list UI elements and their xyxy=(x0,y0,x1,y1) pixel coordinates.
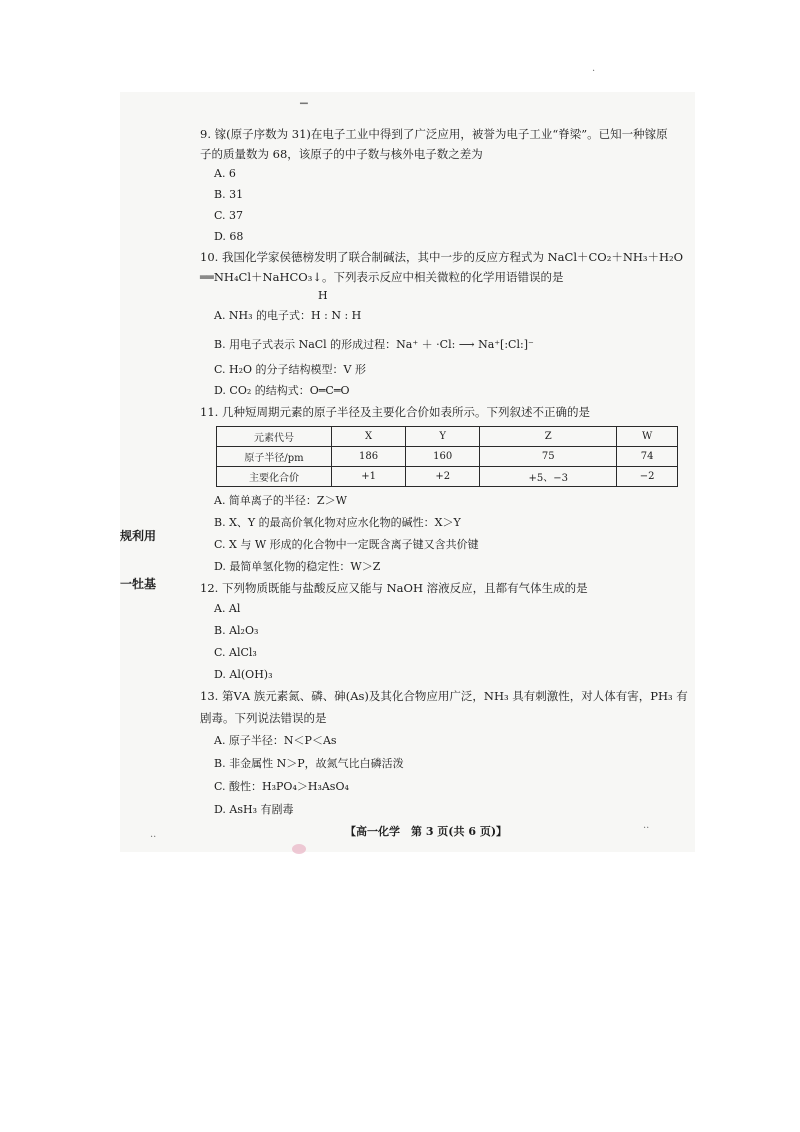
q13-option-a: A. 原子半径：N＜P＜As xyxy=(214,734,337,747)
scan-mark: ▔ xyxy=(300,104,308,115)
q12-option-d: D. Al(OH)₃ xyxy=(214,668,273,681)
ink-stain xyxy=(292,844,306,854)
q10-option-a: A. NH₃ 的电子式：H : N : H xyxy=(214,309,362,322)
q9-option-d: D. 68 xyxy=(214,230,244,243)
table-row xyxy=(217,447,678,467)
q11-stem: 11. 几种短周期元素的原子半径及主要化合价如表所示。下列叙述不正确的是 xyxy=(200,405,590,419)
side-fragment-2: 一牡基 xyxy=(120,577,157,591)
q9-stem-line1: 9. 镓(原子序数为 31)在电子工业中得到了广泛应用，被誉为电子工业“脊梁”。已知一种镓原 xyxy=(200,127,668,141)
side-fragment-1: 规利用 xyxy=(120,529,157,543)
q12-option-c: C. AlCl₃ xyxy=(214,646,257,659)
q13-stem-line2: 剧毒。下列说法错误的是 xyxy=(200,711,327,725)
q10-option-d: D. CO₂ 的结构式：O═C═O xyxy=(214,384,350,397)
table-cell: X xyxy=(332,427,406,447)
q13-option-c: C. 酸性：H₃PO₄＞H₃AsO₄ xyxy=(214,780,349,793)
q10-option-c: C. H₂O 的分子结构模型：V 形 xyxy=(214,363,366,376)
q9-option-c: C. 37 xyxy=(214,209,244,222)
table-cell: +2 xyxy=(406,467,480,487)
table-cell: −2 xyxy=(617,467,678,487)
q10-stem-line1: 10. 我国化学家侯德榜发明了联合制碱法，其中一步的反应方程式为 NaCl＋CO₂＋NH₃＋H₂O xyxy=(200,250,684,264)
table-cell: W xyxy=(617,427,678,447)
table-row xyxy=(217,467,678,487)
scan-mark: · xyxy=(592,66,596,77)
q10-stem-line2: ══NH₄Cl＋NaHCO₃↓。下列表示反应中相关微粒的化学用语错误的是 xyxy=(200,270,564,284)
q11-option-a: A. 简单离子的半径：Z＞W xyxy=(214,494,347,507)
table-cell: 75 xyxy=(480,447,617,467)
q11-option-d: D. 最简单氢化物的稳定性：W＞Z xyxy=(214,560,381,573)
q13-option-b: B. 非金属性 N＞P，故氮气比白磷活泼 xyxy=(214,757,404,770)
q13-stem-line1: 13. 第ⅤA 族元素氮、磷、砷(As)及其化合物应用广泛，NH₃ 具有刺激性，对人体有害，PH₃ 有 xyxy=(200,689,688,703)
q10-option-b: B. 用电子式表示 NaCl 的形成过程：Na⁺ ＋ ·Cl: ⟶ Na⁺[:Cl:]⁻ xyxy=(214,338,534,351)
table-cell: +1 xyxy=(332,467,406,487)
element-data-table xyxy=(216,426,678,487)
q9-stem-line2: 子的质量数为 68，该原子的中子数与核外电子数之差为 xyxy=(200,147,483,161)
table-cell: Z xyxy=(480,427,617,447)
table-cell: 原子半径/pm xyxy=(217,447,332,467)
scan-mark: ·· xyxy=(150,832,157,843)
q12-stem: 12. 下列物质既能与盐酸反应又能与 NaOH 溶液反应，且都有气体生成的是 xyxy=(200,581,588,595)
q11-option-b: B. X、Y 的最高价氧化物对应水化物的碱性：X＞Y xyxy=(214,516,461,529)
q12-option-b: B. Al₂O₃ xyxy=(214,624,259,637)
table-cell: 74 xyxy=(617,447,678,467)
q13-option-d: D. AsH₃ 有剧毒 xyxy=(214,803,294,816)
table-row xyxy=(217,427,678,447)
q11-option-c: C. X 与 W 形成的化合物中一定既含离子键又含共价键 xyxy=(214,538,479,551)
table-cell: 元素代号 xyxy=(217,427,332,447)
q12-option-a: A. Al xyxy=(214,602,241,615)
q9-option-a: A. 6 xyxy=(214,167,236,180)
table-cell: 主要化合价 xyxy=(217,467,332,487)
table-cell: Y xyxy=(406,427,480,447)
table-cell: 160 xyxy=(406,447,480,467)
table-cell: +5、−3 xyxy=(480,467,617,487)
scan-mark: ·· xyxy=(643,823,650,834)
table-cell: 186 xyxy=(332,447,406,467)
q10-option-a-top-h: H xyxy=(318,289,328,302)
q9-option-b: B. 31 xyxy=(214,188,244,201)
page-footer: 【高一化学 第 3 页(共 6 页)】 xyxy=(345,825,508,838)
